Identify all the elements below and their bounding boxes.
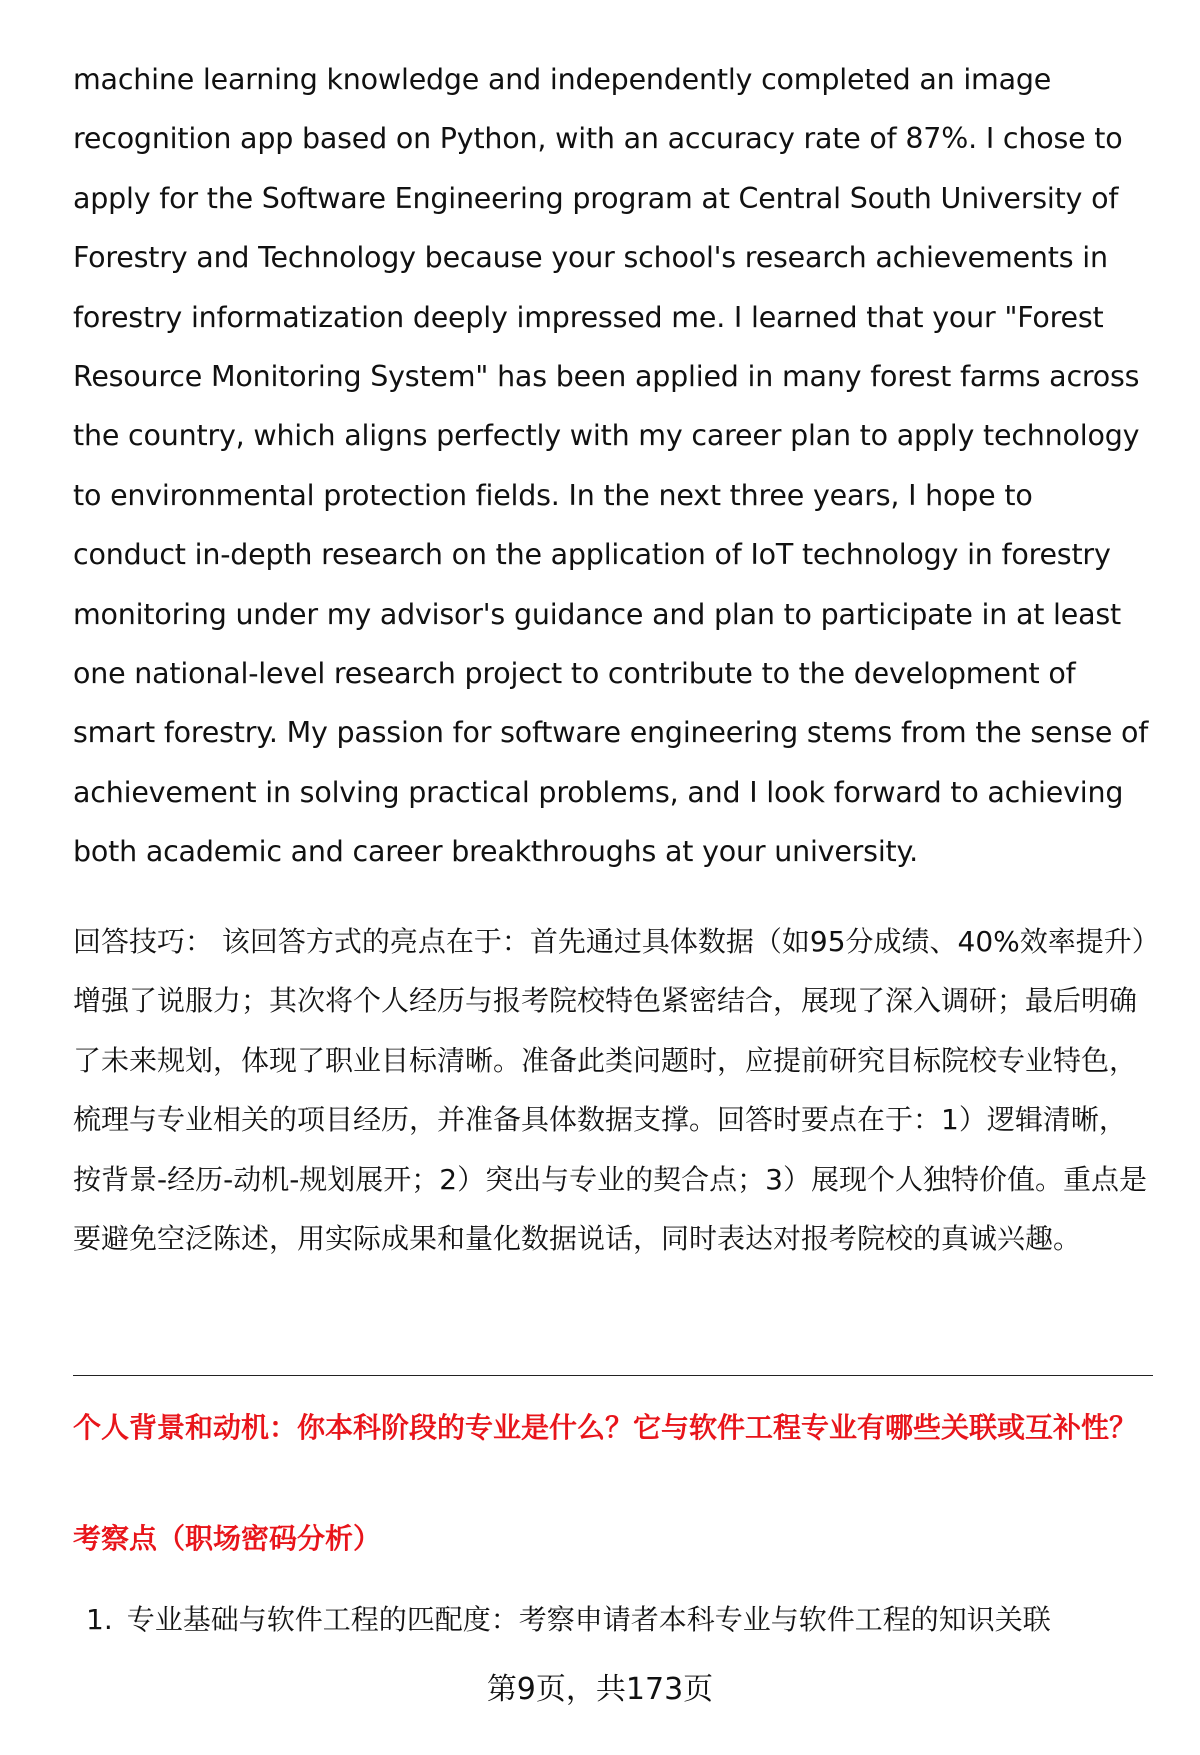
answer-tips-paragraph: 回答技巧： 该回答方式的亮点在于：首先通过具体数据（如95分成绩、40%效率提升）增强了说服力；其次将个人经历与报考院校特色紧密结合，展现了深入调研；最后明确了未来规划，体现了职业目标清晰。准备此类问题时，应提前研究目标院校专业特色，梳理与专业相关的项目经历，并准备具体数据支撑。回答时要点在于：1）逻辑清晰，按背景-经历-动机-规划展开；2）突出与专业的契合点；3）展现个人独特价值。重点是要避免空泛陈述，用实际成果和量化数据说话，同时表达对报考院校的真诚兴趣。 xyxy=(73,925,1147,1256)
answer-paragraph: machine learning knowledge and independently completed an image recognition app based on Python, with an accuracy rate of 87%. I chose to apply for the Software Engineering program at Central South University of Forestry and Technology because your school's research achievements in forestry informatization deeply impressed me. I learned that your "Forest Resource Monitoring System" has been applied in many forest farms across the country, which aligns perfectly with my career plan to apply technology to environmental protection fields. In the next three years, I hope to conduct in-depth research on the application of IoT technology in forestry monitoring under my advisor's guidance and plan to participate in at least one national-level research project to contribute to the development of smart forestry. My passion for software engineering stems from the sense of achievement in solving practical problems, and I look forward to achieving both academic and career breakthroughs at your university. xyxy=(73,63,1149,869)
section-heading: 考察点（职场密码分析） xyxy=(73,1522,382,1555)
list-item-number: 1. xyxy=(86,1603,113,1636)
section-divider xyxy=(73,1375,1153,1376)
list-item-text: 专业基础与软件工程的匹配度：考察申请者本科专业与软件工程的知识关联 xyxy=(126,1603,1051,1636)
list-item xyxy=(86,1600,1065,1640)
question-heading: 个人背景和动机：你本科阶段的专业是什么？它与软件工程专业有哪些关联或互补性？ xyxy=(73,1411,1138,1444)
page-footer: 第9页，共173页 xyxy=(486,1672,714,1707)
